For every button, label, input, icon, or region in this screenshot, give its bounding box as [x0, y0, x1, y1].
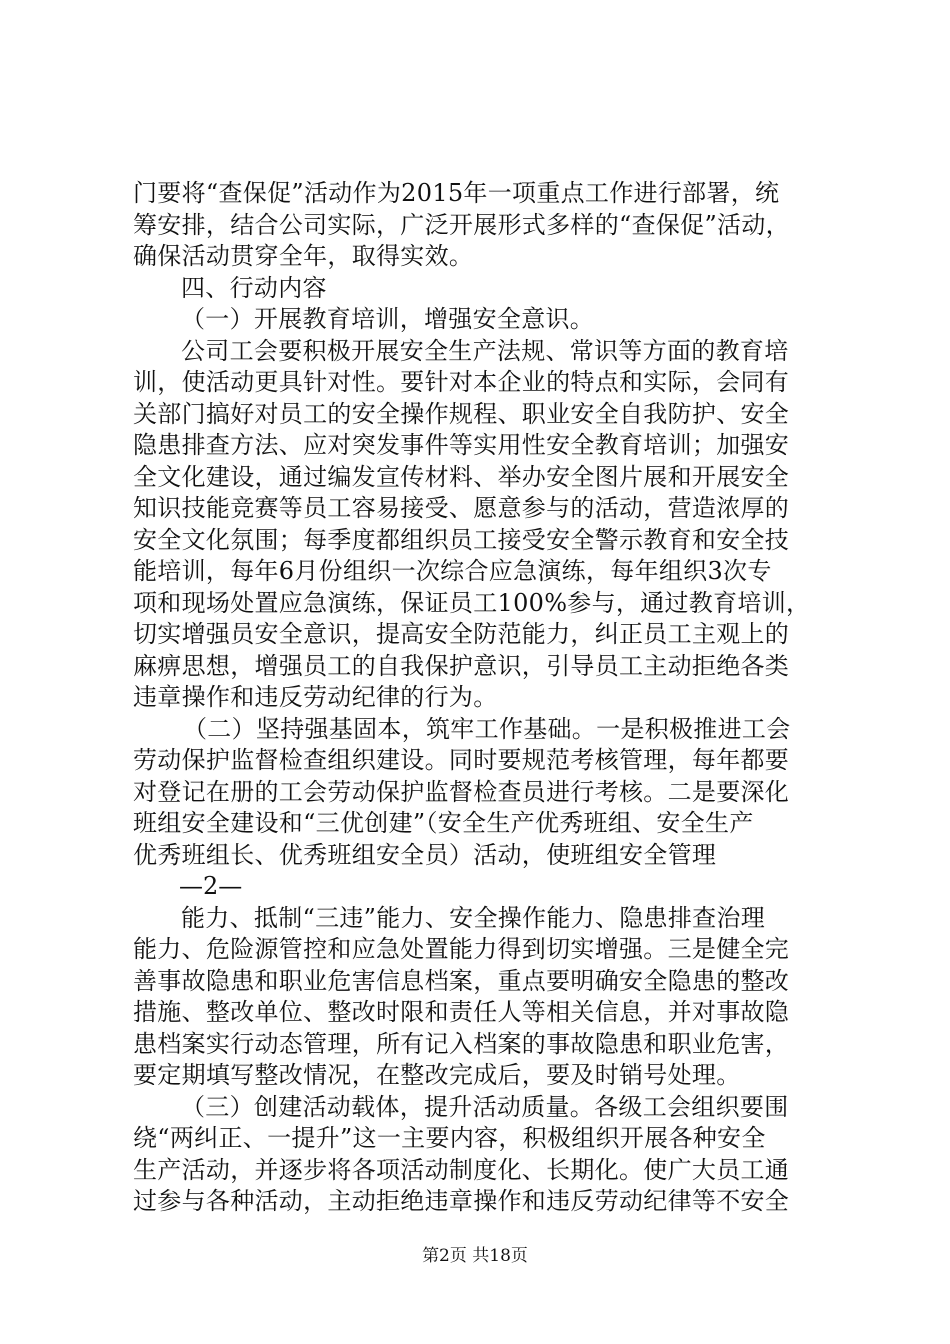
text-line: 切实增强员安全意识，提高安全防范能力，纠正员工主观上的 — [133, 620, 790, 648]
text-line: 能培训，每年6月份组织一次综合应急演练，每年组织3次专 — [133, 557, 772, 585]
text-line: 筹安排，结合公司实际，广泛开展形式多样的“查保促”活动， — [133, 210, 790, 239]
page-footer: 第2页 共18页 — [422, 1246, 528, 1266]
text-line: 确保活动贯穿全年，取得实效。 — [133, 242, 474, 270]
text-line: 全文化建设，通过编发宣传材料、举办安全图片展和开展安全 — [133, 462, 790, 491]
text-line: 过参与各种活动，主动拒绝违章操作和违反劳动纪律等不安全 — [133, 1187, 790, 1215]
text-line: 隐患排查方法、应对突发事件等实用性安全教育培训；加强安 — [133, 431, 790, 459]
text-line: 知识技能竞赛等员工容易接受、愿意参与的活动，营造浓厚的 — [133, 494, 790, 522]
text-line: 公司工会要积极开展安全生产法规、常识等方面的教育培 — [181, 336, 789, 365]
text-line: 生产活动，并逐步将各项活动制度化、长期化。使广大员工通 — [133, 1155, 790, 1184]
text-line: 训，使活动更具针对性。要针对本企业的特点和实际，会同有 — [133, 368, 790, 396]
section-heading: 四、行动内容 — [181, 273, 327, 302]
text-line: 劳动保护监督检查组织建设。同时要规范考核管理，每年都要 — [133, 746, 790, 774]
text-line: 措施、整改单位、整改时限和责任人等相关信息，并对事故隐 — [133, 998, 790, 1026]
text-line: 要定期填写整改情况，在整改完成后，要及时销号处理。 — [133, 1061, 741, 1089]
text-line: 项和现场处置应急演练，保证员工100%参与，通过教育培训， — [133, 588, 811, 617]
text-line: 班组安全建设和“三优创建”（安全生产优秀班组、安全生产 — [133, 809, 754, 837]
text-line: 安全文化氛围；每季度都组织员工接受安全警示教育和安全技 — [133, 525, 790, 554]
subsection-heading: （二）坚持强基固本，筑牢工作基础。一是积极推进工会 — [183, 714, 791, 743]
text-line: 关部门搞好对员工的安全操作规程、职业安全自我防护、安全 — [133, 399, 790, 428]
subsection-heading: （三）创建活动载体，提升活动质量。各级工会组织要围 — [181, 1092, 789, 1121]
text-line: 绕“两纠正、一提升”这一主要内容，积极组织开展各种安全 — [133, 1124, 766, 1152]
document-body — [133, 178, 833, 1218]
text-line: 善事故隐患和职业危害信息档案，重点要明确安全隐患的整改 — [133, 966, 790, 995]
text-line: 优秀班组长、优秀班组安全员）活动，使班组安全管理 — [133, 840, 717, 869]
text-line: 能力、危险源管控和应急处置能力得到切实增强。三是健全完 — [133, 935, 790, 963]
text-line: 门要将“查保促”活动作为2015年一项重点工作进行部署，统 — [133, 179, 780, 207]
text-line: 患档案实行动态管理，所有记入档案的事故隐患和职业危害， — [133, 1029, 790, 1058]
text-line: 违章操作和违反劳动纪律的行为。 — [133, 683, 498, 711]
subsection-heading: （一）开展教育培训，增强安全意识。 — [181, 305, 595, 333]
text-line: 对登记在册的工会劳动保护监督检查员进行考核。二是要深化 — [133, 777, 790, 806]
text-line: 麻痹思想，增强员工的自我保护意识，引导员工主动拒绝各类 — [133, 651, 790, 680]
text-line: 能力、抵制“三违”能力、安全操作能力、隐患排查治理 — [181, 903, 766, 932]
inline-page-number: —2— — [179, 872, 243, 900]
